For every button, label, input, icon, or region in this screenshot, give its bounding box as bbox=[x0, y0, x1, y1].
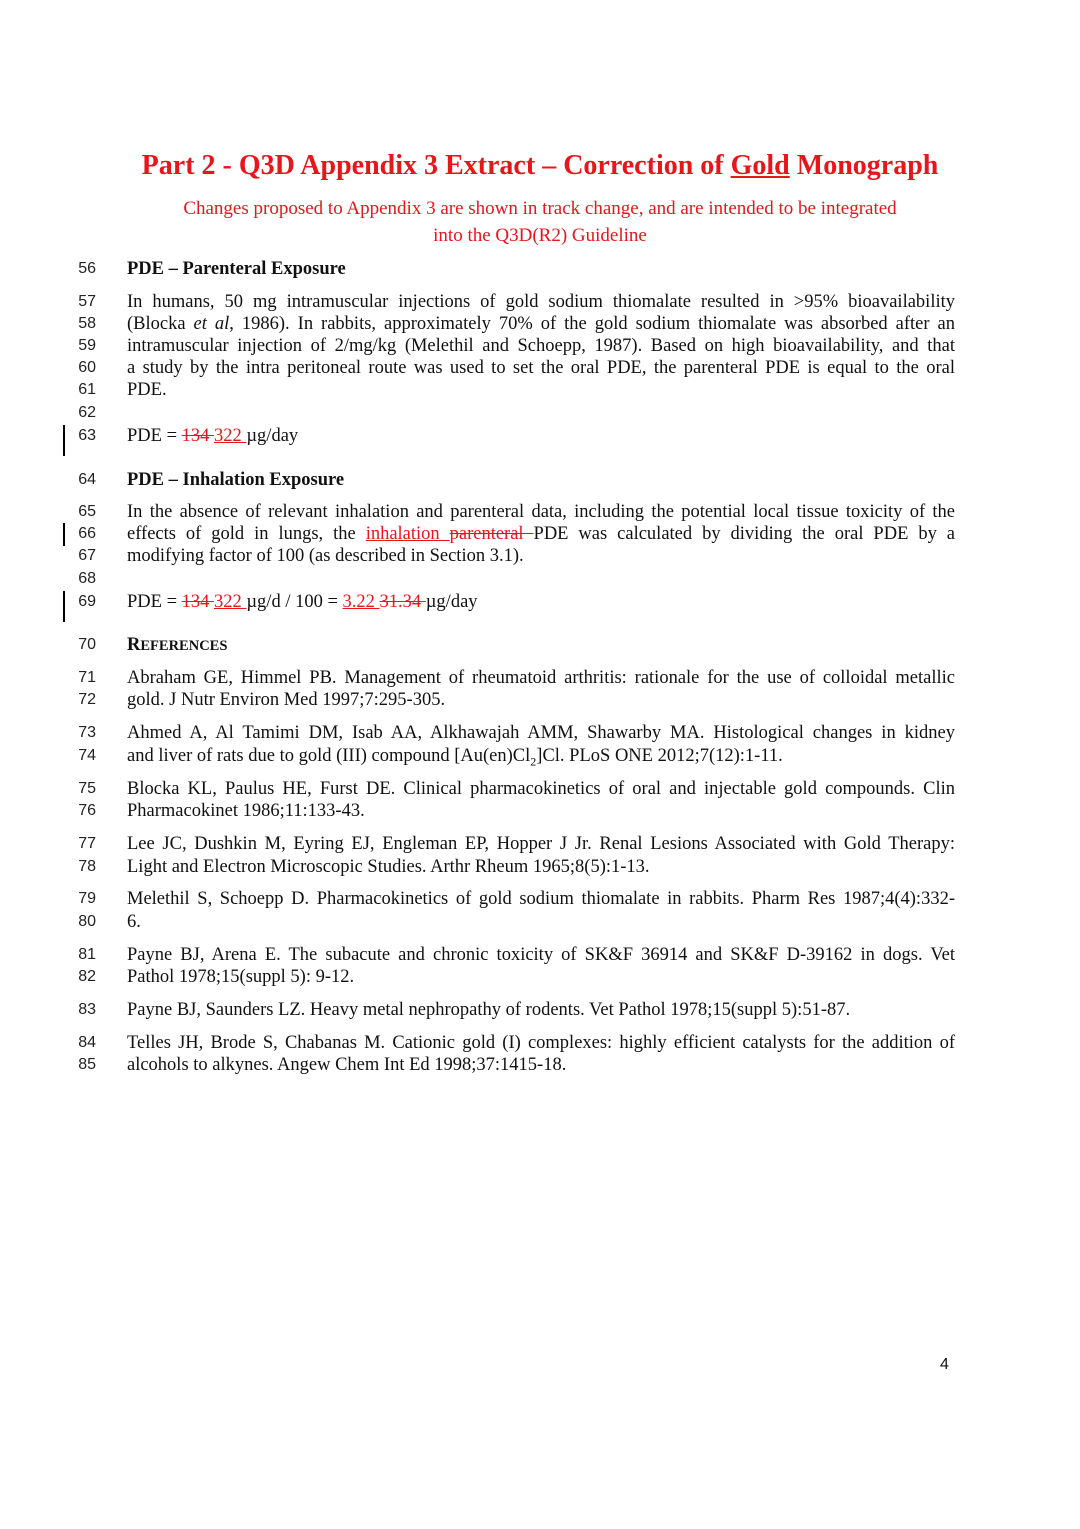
paragraph-line: intramuscular injection of 2/mg/kg (Melethil and Schoepp, 1987). Based on high bioavailability, and that bbox=[127, 336, 955, 356]
deleted-text: 134 bbox=[181, 592, 215, 612]
references-heading: REFERENCES bbox=[127, 635, 228, 655]
page-title: Part 2 - Q3D Appendix 3 Extract – Correction of Gold Monograph bbox=[141, 150, 939, 181]
section-heading-parenteral: PDE – Parenteral Exposure bbox=[127, 259, 346, 279]
page-number: 4 bbox=[940, 1356, 949, 1373]
subtitle-line-2: into the Q3D(R2) Guideline bbox=[433, 225, 647, 246]
reference-item: 6. bbox=[127, 912, 141, 932]
inserted-text: 322 bbox=[214, 592, 247, 612]
page-subtitle bbox=[130, 195, 950, 249]
line-number: 67 bbox=[78, 547, 96, 564]
reference-item: Pharmacokinet 1986;11:133-43. bbox=[127, 801, 365, 821]
paragraph-line: In the absence of relevant inhalation and parenteral data, including the potential local tissue toxicity of the bbox=[127, 502, 955, 522]
line-number: 82 bbox=[78, 968, 96, 985]
reference-item: Payne BJ, Saunders LZ. Heavy metal nephropathy of rodents. Vet Pathol 1978;15(suppl 5):51-87. bbox=[127, 1000, 851, 1020]
line-number: 74 bbox=[78, 747, 96, 764]
line-number: 59 bbox=[78, 337, 96, 354]
line-number: 70 bbox=[78, 636, 96, 653]
line-number: 79 bbox=[78, 890, 96, 907]
inserted-text: 3.22 bbox=[342, 592, 380, 612]
line-number: 60 bbox=[78, 359, 96, 376]
reference-item: alcohols to alkynes. Angew Chem Int Ed 1998;37:1415-18. bbox=[127, 1055, 567, 1075]
subtitle-line-1: Changes proposed to Appendix 3 are shown in track change, and are intended to be integrated bbox=[183, 198, 897, 219]
paragraph-line: a study by the intra peritoneal route was used to set the oral PDE, the parenteral PDE is equal to the oral bbox=[127, 358, 955, 378]
line-number: 71 bbox=[78, 669, 96, 686]
line-number: 58 bbox=[78, 315, 96, 332]
line-number: 73 bbox=[78, 724, 96, 741]
line-number: 64 bbox=[78, 471, 96, 488]
paragraph-line: modifying factor of 100 (as described in Section 3.1). bbox=[127, 546, 524, 566]
reference-item: Payne BJ, Arena E. The subacute and chronic toxicity of SK&F 36914 and SK&F D-39162 in dogs. Vet bbox=[127, 945, 955, 965]
line-number: 83 bbox=[78, 1001, 96, 1018]
deleted-text: parenteral bbox=[449, 524, 534, 544]
reference-item: Melethil S, Schoepp D. Pharmacokinetics of gold sodium thiomalate in rabbits. Pharm Res 1987;4(4):332- bbox=[127, 889, 955, 909]
reference-item: Blocka KL, Paulus HE, Furst DE. Clinical pharmacokinetics of oral and injectable gold compounds. Clin bbox=[127, 779, 955, 799]
line-number: 61 bbox=[78, 381, 96, 398]
reference-item: Telles JH, Brode S, Chabanas M. Cationic gold (I) complexes: highly efficient catalysts for the addition of bbox=[127, 1033, 955, 1053]
paragraph-line: PDE. bbox=[127, 380, 167, 400]
line-number: 77 bbox=[78, 835, 96, 852]
inserted-text: inhalation bbox=[365, 524, 450, 544]
pde-inhalation-value: PDE = 134 322 µg/d / 100 = 3.22 31.34 µg/day bbox=[127, 592, 478, 612]
line-number: 62 bbox=[78, 404, 96, 421]
paragraph-line: In humans, 50 mg intramuscular injections of gold sodium thiomalate resulted in >95% bioavailability bbox=[127, 292, 955, 312]
inserted-text: 322 bbox=[214, 426, 247, 446]
line-number: 80 bbox=[78, 913, 96, 930]
line-number: 68 bbox=[78, 570, 96, 587]
line-number: 66 bbox=[78, 525, 96, 542]
line-number: 76 bbox=[78, 802, 96, 819]
line-number: 69 bbox=[78, 593, 96, 610]
title-gold: Gold bbox=[730, 150, 790, 181]
line-number: 78 bbox=[78, 858, 96, 875]
line-number: 63 bbox=[78, 427, 96, 444]
paragraph-line: effects of gold in lungs, the inhalation parenteral PDE was calculated by dividing the oral PDE by a bbox=[127, 524, 955, 544]
deleted-text: 134 bbox=[181, 426, 215, 446]
paragraph-line: (Blocka et al, 1986). In rabbits, approximately 70% of the gold sodium thiomalate was absorbed after an bbox=[127, 314, 955, 334]
reference-item: Lee JC, Dushkin M, Eyring EJ, Engleman EP, Hopper J Jr. Renal Lesions Associated with Gold Therapy: bbox=[127, 834, 955, 854]
pde-parenteral-value: PDE = 134 322 µg/day bbox=[127, 426, 299, 446]
line-number: 57 bbox=[78, 293, 96, 310]
reference-item: Light and Electron Microscopic Studies. Arthr Rheum 1965;8(5):1-13. bbox=[127, 857, 650, 877]
reference-item: gold. J Nutr Environ Med 1997;7:295-305. bbox=[127, 690, 446, 710]
line-number: 84 bbox=[78, 1034, 96, 1051]
line-number: 85 bbox=[78, 1056, 96, 1073]
line-number: 81 bbox=[78, 946, 96, 963]
reference-item: and liver of rats due to gold (III) compound $[Au(en)Cl_2]Cl$. PLoS ONE 2012;7(12):1-11. bbox=[127, 746, 783, 769]
reference-item: Abraham GE, Himmel PB. Management of rheumatoid arthritis: rationale for the use of colloidal metallic bbox=[127, 668, 955, 688]
reference-item: Pathol 1978;15(suppl 5): 9-12. bbox=[127, 967, 355, 987]
line-number: 75 bbox=[78, 780, 96, 797]
line-number: 65 bbox=[78, 503, 96, 520]
section-heading-inhalation: PDE – Inhalation Exposure bbox=[127, 470, 345, 490]
line-number: 56 bbox=[78, 260, 96, 277]
reference-item: Ahmed A, Al Tamimi DM, Isab AA, Alkhawajah AMM, Shawarby MA. Histological changes in kidney bbox=[127, 723, 955, 743]
deleted-text: 31.34 bbox=[379, 592, 426, 612]
line-number: 72 bbox=[78, 691, 96, 708]
